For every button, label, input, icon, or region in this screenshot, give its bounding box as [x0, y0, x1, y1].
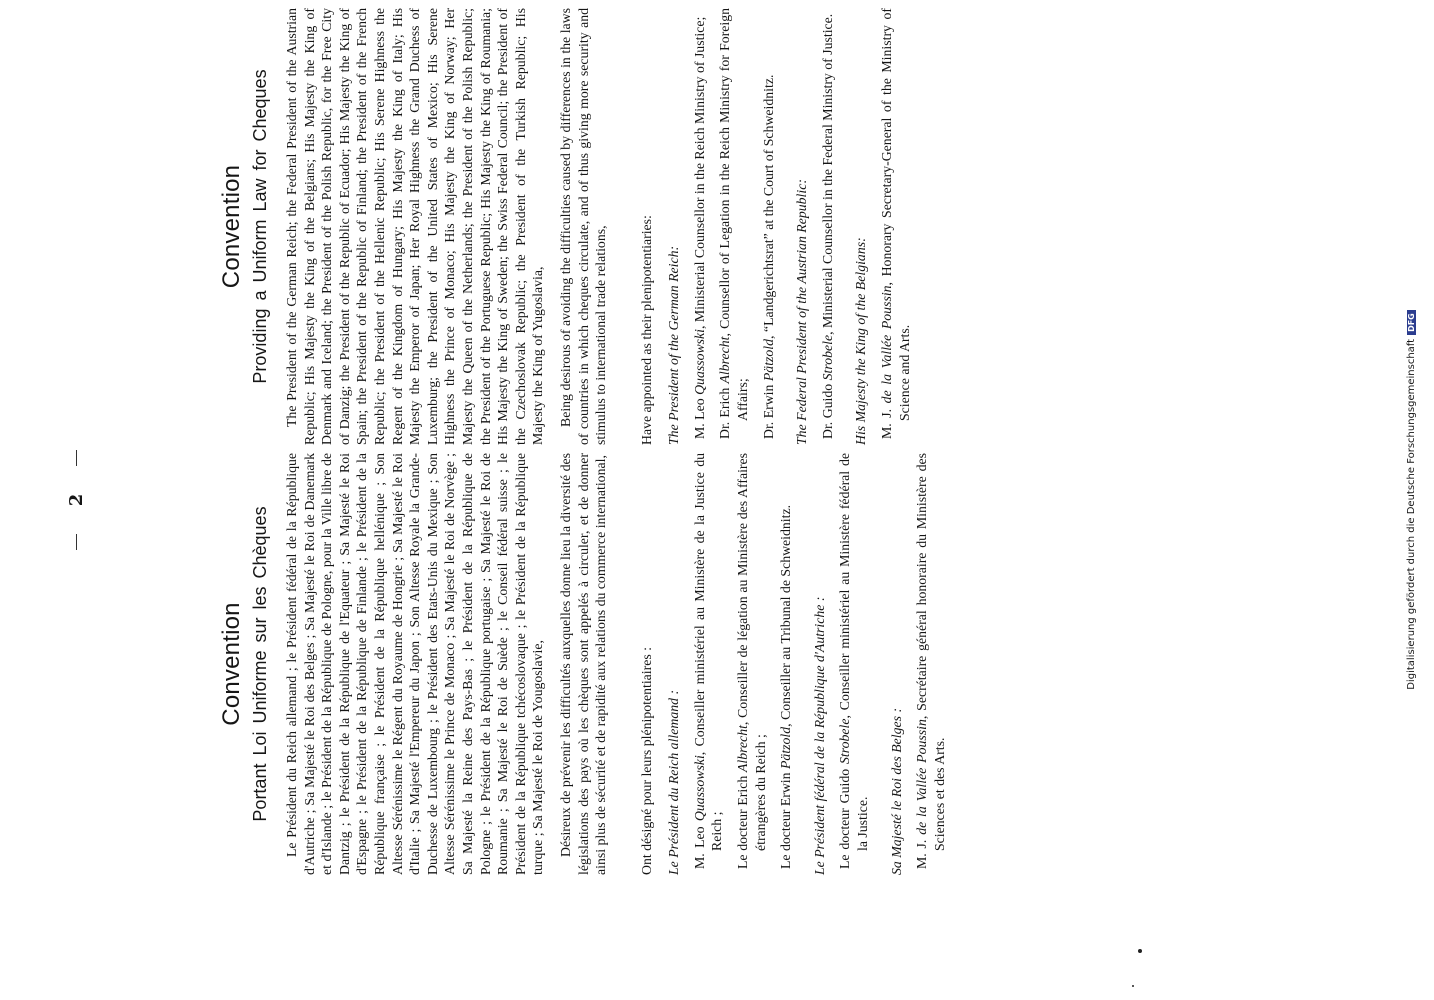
english-delegate: M. J. de la Vallée Poussin, Honorary Secretary-General of the Ministry of Science and Arts.	[879, 7, 912, 439]
french-delegate: Le docteur Erwin Pätzold, Conseiller au Tribunal de Schweidnitz.	[778, 504, 794, 869]
french-party-head: Le Président fédéral de la République d'Autriche :	[811, 596, 827, 875]
french-party-head: Sa Majesté le Roi des Belges :	[888, 707, 904, 875]
french-plenipotentiaries-intro: Ont désigné pour leurs plénipotentiaires :	[638, 647, 654, 875]
english-delegate: M. Leo Quassowski, Ministerial Counsellor in the Reich Ministry of Justice;	[691, 16, 707, 439]
french-subtitle: Portant Loi Uniforme sur les Chèques	[250, 506, 270, 822]
french-delegate: M. J. de la Vallée Poussin, Secrétaire général honoraire du Ministère des Sciences et des Arts.	[914, 453, 947, 869]
french-delegate: M. Leo Quassowski, Conseiller ministériel au Ministère de la Justice du Reich ;	[691, 453, 725, 869]
english-party-head: The Federal President of the Austrian Republic:	[794, 179, 810, 445]
french-delegate: Le docteur Erich Albrecht, Conseiller de légation au Ministère des Affaires étrangères du Reich ;	[735, 453, 768, 869]
digitization-note: Digitalisierung gefördert durch die Deutsche Forschungsgemeinschaft	[1406, 338, 1417, 690]
scan-speck	[1132, 985, 1134, 987]
english-party-head: His Majesty the King of the Belgians:	[853, 237, 869, 445]
page-number-dash-right	[76, 450, 77, 466]
english-plenipotentiaries-intro: Have appointed as their plenipotentiaries:	[638, 215, 654, 445]
english-column	[218, 8, 1268, 445]
french-desireux: Désireux de prévenir les difficultés auxquelles donne lieu la diversité des législations des pays où les chèques sont appelés à circuler, et de donner ainsi plus de sécurité et de rapidité aux relations du commerce international,	[557, 453, 609, 875]
digitization-footer	[1406, 0, 1417, 1000]
english-delegate: Dr. Erwin Pätzold, “Landgerichtsrat” at the Court of Schweidnitz.	[760, 74, 776, 439]
french-preamble: Le Président du Reich allemand ; le Président fédéral de la République d'Autriche ; Sa Majesté le Roi des Belges ; Sa Majesté le Roi de Danemark et d'Islande ; le Président de la République de Pologne, pour la Ville libre de Dantzig ; le Président de la République de l'Equateur ; Sa Majesté le Roi d'Espagne ; le Président de la République de Finlande ; le Président de la République française ; le Président de la République hellénique ; Son Altesse Sérénissime le Régent du Royaume de Hongrie ; Sa Majesté le Roi d'Italie ; Sa Majesté l'Empereur du Japon ; Son Altesse Royale la Grande-Duchesse de Luxembourg ; le Président des Etats-Unis du Mexique ; Son Altesse Sérénissime le Prince de Monaco ; Sa Majesté le Roi de Norvège ; Sa Majesté la Reine des Pays-Bas ; le Président de la République de Pologne ; le Président de la République portugaise ; Sa Majesté le Roi de Roumanie ; Sa Majesté le Roi de Suède ; le Conseil fédéral suisse ; le Président de la République tchécoslovaque ; le Président de la République turque ; Sa Majesté le Roi de Yougoslavie,	[284, 453, 546, 875]
french-party-head: Le Président du Reich allemand :	[666, 689, 682, 875]
dfg-logo: DFG	[1407, 310, 1416, 335]
english-delegate: Dr. Guido Strobele, Ministerial Counsellor in the Federal Ministry of Justice.	[819, 13, 835, 439]
page-number: 2	[66, 493, 87, 507]
english-party-head: The President of the German Reich:	[666, 245, 682, 445]
french-delegate: Le docteur Guido Strobele, Conseiller ministériel au Ministère fédéral de la Justice.	[837, 452, 871, 869]
english-delegate: Dr. Erich Albrecht, Counsellor of Legation in the Reich Ministry for Foreign Affairs;	[717, 8, 751, 439]
english-preamble: The President of the German Reich; the Federal President of the Austrian Republic; His Majesty the King of the Belgians; His Majesty the King of Denmark and Iceland; the President of the Polish Republic, for the Free City of Danzig; the President of the Republic of Ecuador; His Majesty the King of Spain; the President of the Republic of Finland; the President of the French Republic; the President of the Hellenic Republic; His Serene Highness the Regent of the Kingdom of Hungary; His Majesty the King of Italy; His Majesty the Emperor of Japan; Her Royal Highness the Grand Duchess of Luxemburg; the President of the United States of Mexico; His Serene Highness the Prince of Monaco; His Majesty the King of Norway; Her Majesty the Queen of the Netherlands; the President of the Polish Republic; the President of the Portuguese Republic; His Majesty the King of Roumania; His Majesty the King of Sweden; the Swiss Federal Council; the President of the Czechoslovak Republic; the President of the Turkish Republic; His Majesty the King of Yugoslavia,	[284, 8, 546, 445]
french-title: Convention	[218, 602, 245, 726]
english-subtitle: Providing a Uniform Law for Cheques	[250, 69, 270, 384]
scan-speck	[1138, 949, 1142, 953]
french-column	[218, 453, 1268, 875]
english-desirous: Being desirous of avoiding the difficulties caused by differences in the laws of countries in which cheques circulate, and of thus giving more security and stimulus to international trade relations,	[557, 8, 609, 445]
english-title: Convention	[218, 164, 245, 289]
